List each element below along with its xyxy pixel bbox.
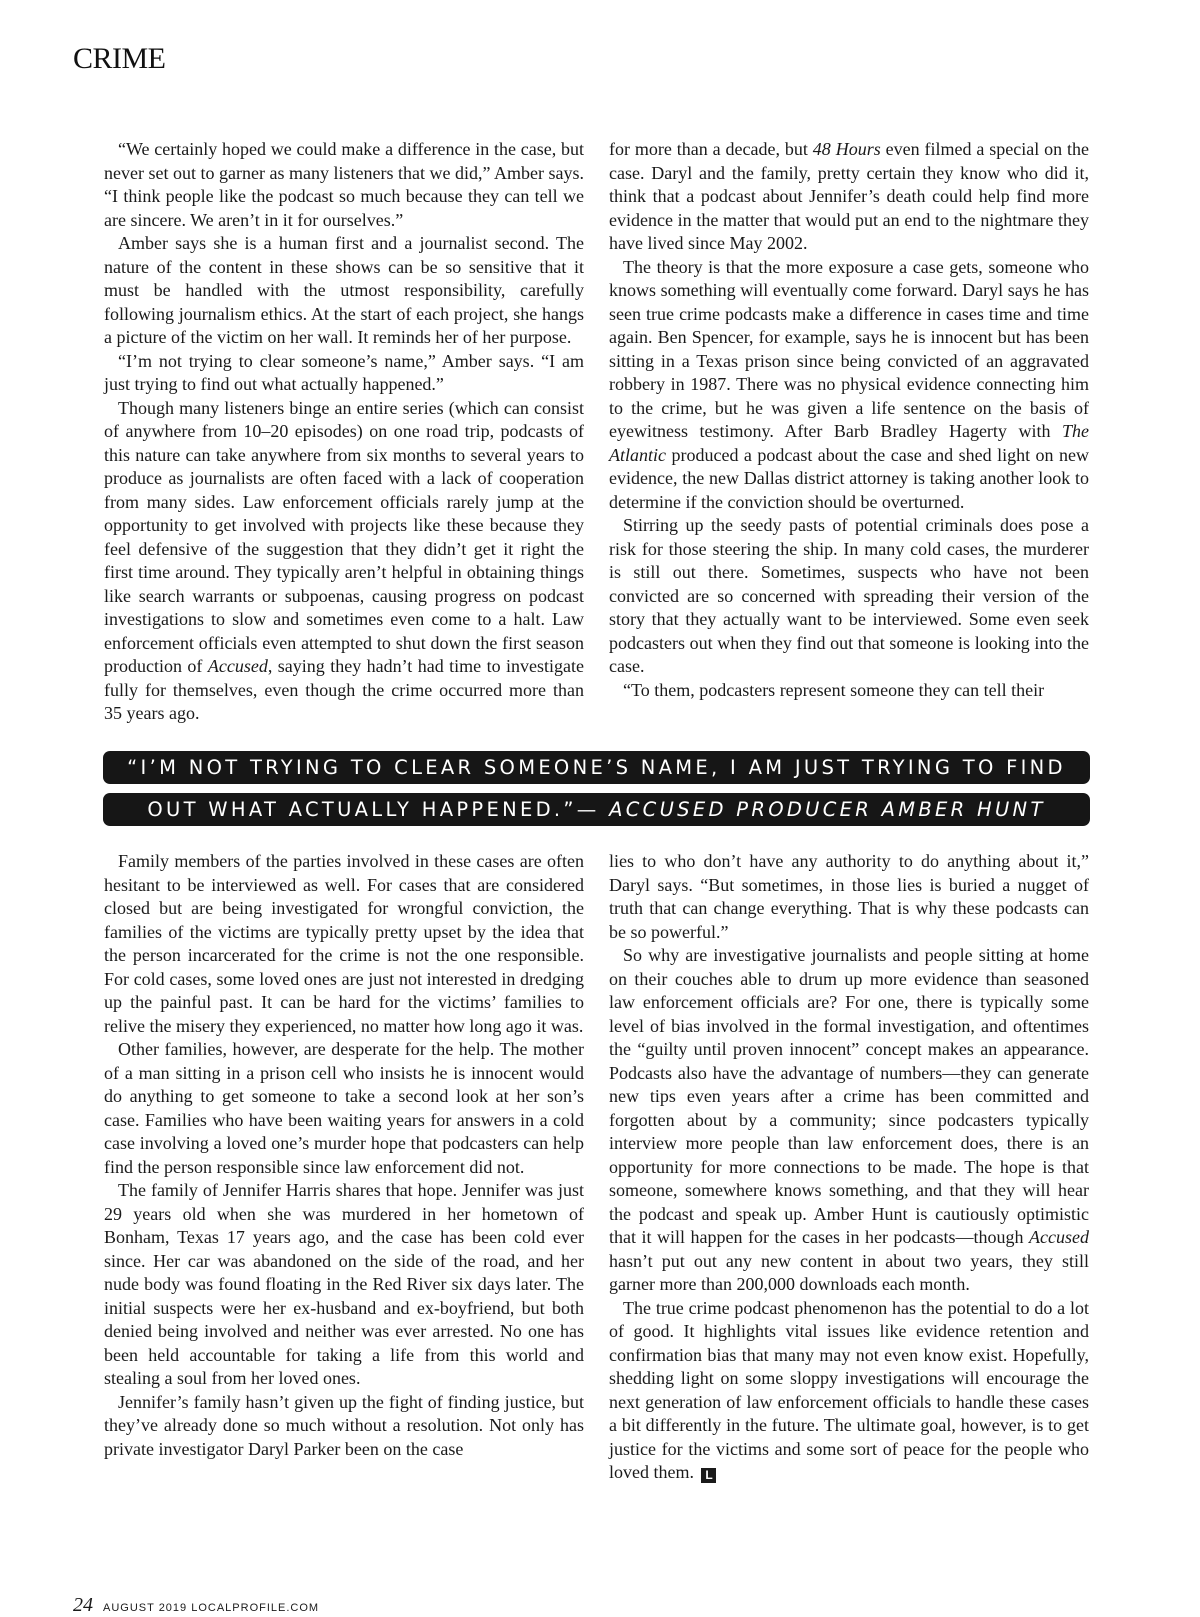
paragraph: “We certainly hoped we could make a difference in the case, but never set out to garner as many listeners that we did,” Amber says. “I think people like the podcast so much because they can tell we are sincere. We aren’t in it for ourselves.” — [104, 139, 584, 230]
paragraph: “To them, podcasters represent someone they can tell their — [623, 679, 1045, 700]
paragraph: The theory is that the more exposure a case gets, someone who knows something will eventually come forward. Daryl says he has seen true crime podcasts make a difference in cases time and time again. Ben Spencer, for example, says he is innocent but has been sitting in a Texas prison since being convicted of an aggravated robbery in 1987. There was no physical evidence connecting him to the crime, but he was given a life sentence on the basis of eyewitness testimony. After Barb Bradley Hagerty with The Atlantic produced a podcast about the case and shed light on new evidence, the new Dallas district attorney is taking another look to determine if the conviction should be overturned. — [609, 256, 1089, 512]
pull-quote — [103, 751, 1090, 826]
pull-quote-attribution-show: ACCUSED — [609, 798, 727, 821]
page-number: 24 — [73, 1594, 93, 1616]
pull-quote-line-1: “I’M NOT TRYING TO CLEAR SOMEONE’S NAME, I AM JUST TRYING TO FIND — [103, 751, 1090, 784]
paragraph: The true crime podcast phenomenon has the potential to do a lot of good. It highlights vital issues like evidence retention and confirmation bias that many may not even know exist. Hopefully, shedding light on some sloppy investigations will encourage the next generation of law enforcement officials to handle these cases a bit differently in the future. The ultimate goal, however, is to get justice for the victims and some sort of peace for the people who loved them. L — [609, 1297, 1089, 1482]
paragraph: lies to who don’t have any authority to do anything about it,” Daryl says. “But sometimes, in those lies is buried a nugget of truth that can change everything. That is why these podcasts can be so powerful.” — [609, 851, 1089, 942]
pull-quote-text: OUT WHAT ACTUALLY HAPPENED.”— — [147, 798, 610, 821]
page-footer — [73, 1594, 319, 1617]
paragraph: Jennifer’s family hasn’t given up the fight of finding justice, but they’ve already done so much without a resolution. Not only has private investigator Daryl Parker been on the case — [104, 1391, 584, 1459]
paragraph: Other families, however, are desperate for the help. The mother of a man sitting in a prison cell who insists he is innocent would do anything to get someone to take a second look at her son’s case. Families who have been waiting years for answers in a cold case involving a loved one’s murder hope that podcasters can help find the person responsible since law enforcement did not. — [104, 1039, 584, 1177]
column-top-left — [104, 138, 584, 726]
pull-quote-line-2 — [103, 793, 1090, 826]
column-top-right — [609, 138, 1089, 702]
column-bottom-right — [609, 850, 1089, 1485]
end-mark-icon: L — [701, 1468, 716, 1483]
paragraph: So why are investigative journalists and people sitting at home on their couches able to drum up more evidence than seasoned law enforcement officials are? For one, there is typically some level of bias involved in the formal investigation, and oftentimes the “guilty until proven innocent” concept makes an appearance. Podcasts also have the advantage of numbers—they can generate new tips even years after a crime has been committed and forgotten about by a community; since podcasters typically interview more people than law enforcement does, there is an opportunity for more connections to be made. The hope is that someone, somewhere knows something, and that they will hear the podcast and speak up. Amber Hunt is cautiously optimistic that it will happen for the cases in her podcasts—though Accused hasn’t put out any new content in about two years, they still garner more than 200,000 downloads each month. — [609, 945, 1089, 1294]
column-bottom-left — [104, 850, 584, 1461]
paragraph: The family of Jennifer Harris shares that hope. Jennifer was just 29 years old when she was murdered in her hometown of Bonham, Texas 17 years ago, and the case has been cold ever since. Her car was abandoned on the side of the road, and her nude body was found floating in the Red River six days later. The initial suspects were her ex-husband and ex-boyfriend, but both denied being involved and neither was ever arrested. No one has been held accountable for taking a life from this world and stealing a soul from her loved ones. — [104, 1180, 584, 1388]
paragraph: Amber says she is a human first and a journalist second. The nature of the content in these shows can be so sensitive that it must be handled with the utmost responsibility, carefully following journalism ethics. At the start of each project, she hangs a picture of the victim on her wall. It reminds her of her purpose. — [104, 233, 584, 347]
section-title: CRIME — [73, 42, 166, 75]
paragraph: Family members of the parties involved in these cases are often hesitant to be interviewed as well. For cases that are considered closed but are being investigated for wrongful conviction, the families of the victims are typically pretty upset by the idea that the person incarcerated for the crime is not the one responsible. For cold cases, some loved ones are just not interested in dredging up the painful past. It can be hard for the victims’ families to relive the misery they experienced, no matter how long ago it was. — [104, 851, 584, 1036]
paragraph: Though many listeners binge an entire series (which can consist of anywhere from 10–20 episodes) on one road trip, podcasts of this nature can take anywhere from six months to several years to produce as journalists are often faced with a lack of cooperation from many sides. Law enforcement officials rarely jump at the opportunity to get involved with projects like these because they feel defensive of the suggestion that they didn’t get it right the first time around. They typically aren’t helpful in obtaining things like search warrants or subpoenas, causing progress on podcast investigations to slow and sometimes even come to a halt. Law enforcement officials even attempted to shut down the first season production of Accused, saying they hadn’t had time to investigate fully for themselves, even though the crime occurred more than 35 years ago. — [104, 397, 584, 723]
paragraph: for more than a decade, but 48 Hours even filmed a special on the case. Daryl and the family, pretty certain they know who did it, think that a podcast about Jennifer’s death could help find more evidence in the matter that would put an end to the nightmare they have lived since May 2002. — [609, 139, 1089, 253]
pull-quote-attribution: PRODUCER AMBER HUNT — [726, 798, 1046, 821]
paragraph: Stirring up the seedy pasts of potential criminals does pose a risk for those steering the ship. In many cold cases, the murderer is still out there. Sometimes, suspects who have not been convicted are so concerned with spreading their version of the story that they actually want to be interviewed. Some even seek podcasters out when they find out that someone is looking into the case. — [609, 515, 1089, 676]
paragraph: “I’m not trying to clear someone’s name,” Amber says. “I am just trying to find out what actually happened.” — [104, 350, 584, 394]
footer-issue-site: AUGUST 2019 LOCALPROFILE.COM — [103, 1602, 320, 1614]
